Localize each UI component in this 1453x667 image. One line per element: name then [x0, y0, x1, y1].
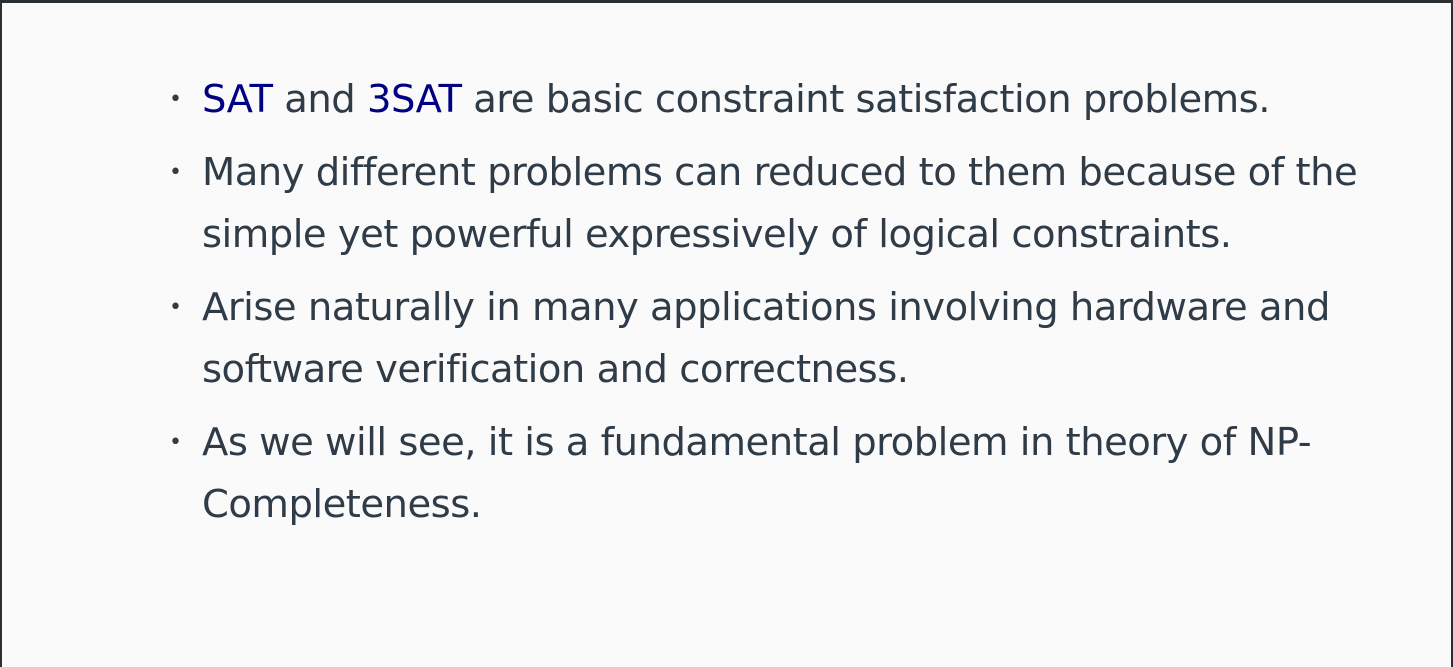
- bullet-text-joiner: and: [272, 77, 367, 122]
- bullet-item: [163, 277, 1393, 401]
- bullet-item: [163, 412, 1393, 536]
- bullet-item: [163, 69, 1393, 131]
- bullet-item: [163, 142, 1393, 266]
- bullet-text: Many different problems can reduced to them because of the simple yet powerful expressively of logical constraints.: [202, 150, 1358, 257]
- bullet-list: [163, 69, 1393, 547]
- bullet-dot-icon: •: [169, 295, 182, 320]
- bullet-text: are basic constraint satisfaction problems.: [461, 77, 1270, 122]
- sat-term: SAT: [202, 77, 273, 122]
- bullet-text: As we will see, it is a fundamental problem in theory of NP-Completeness.: [202, 420, 1312, 527]
- bullet-dot-icon: •: [169, 160, 182, 185]
- bullet-dot-icon: •: [169, 87, 182, 112]
- 3sat-term: 3SAT: [366, 77, 462, 122]
- bullet-text: Arise naturally in many applications involving hardware and software verification and correctness.: [202, 285, 1330, 392]
- slide: [2, 3, 1451, 667]
- bullet-dot-icon: •: [169, 430, 182, 455]
